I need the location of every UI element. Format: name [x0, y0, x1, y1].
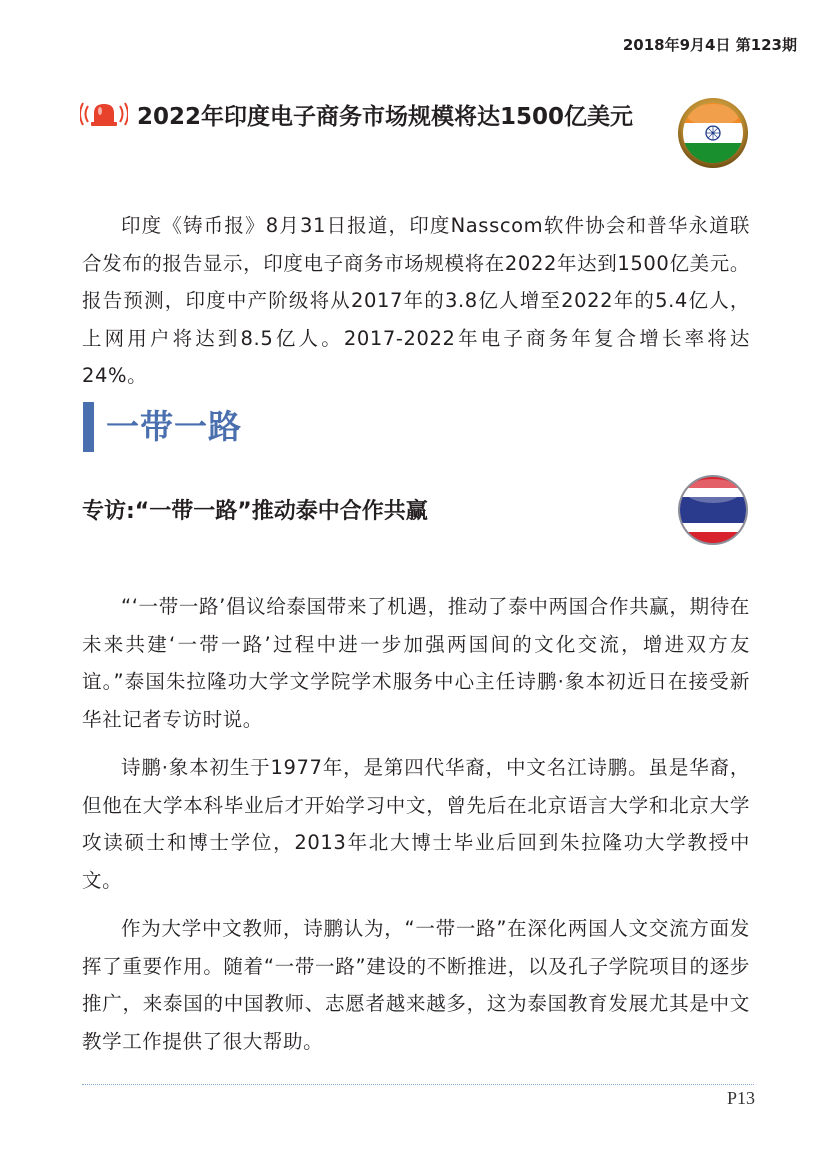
thailand-flag-icon [677, 474, 749, 546]
article-headline: 2022年印度电子商务市场规模将达1500亿美元 [137, 104, 634, 130]
page-number: P13 [726, 1088, 755, 1108]
article-body: 印度《铸币报》8月31日报道，印度Nasscom软件协会和普华永道联合发布的报告显示，印度电子商务市场规模将在2022年达到1500亿美元。报告预测，印度中产阶级将从2017年的3.8亿人增至2022年的5.4亿人，上网用户将达到8.5亿人。2017-2022年电子商务年复合增长率将达24%。 [82, 214, 750, 387]
india-flag-icon [677, 97, 749, 169]
article-paragraph: 作为大学中文教师，诗鹏认为，“一带一路”在深化两国人文交流方面发挥了重要作用。随着“一带一路”建设的不断推进，以及孔子学院项目的逐步推广，来泰国的中国教师、志愿者越来越多，这为泰国教育发展尤其是中文教学工作提供了很大帮助。 [82, 917, 750, 1053]
article-subheadline: 专访:“一带一路”推动泰中合作共赢 [82, 499, 428, 524]
issue-date: 2018年9月4日 第123期 [622, 36, 797, 54]
article-paragraph: “‘一带一路’倡议给泰国带来了机遇，推动了泰中两国合作共赢，期待在未来共建‘一带一路’过程中进一步加强两国间的文化交流，增进双方友谊。”泰国朱拉隆功大学文学院学术服务中心主任诗鹏·象本初近日在接受新华社记者专访时说。 [82, 595, 750, 731]
alarm-bell-icon [80, 100, 128, 128]
section-accent-bar [83, 402, 94, 452]
article-paragraph: 诗鹏·象本初生于1977年，是第四代华裔，中文名江诗鹏。虽是华裔，但他在大学本科毕业后才开始学习中文，曾先后在北京语言大学和北京大学攻读硕士和博士学位，2013年北大博士毕业后回到朱拉隆功大学教授中文。 [82, 756, 750, 892]
footer-divider [82, 1084, 754, 1085]
section-title: 一带一路 [106, 407, 242, 446]
